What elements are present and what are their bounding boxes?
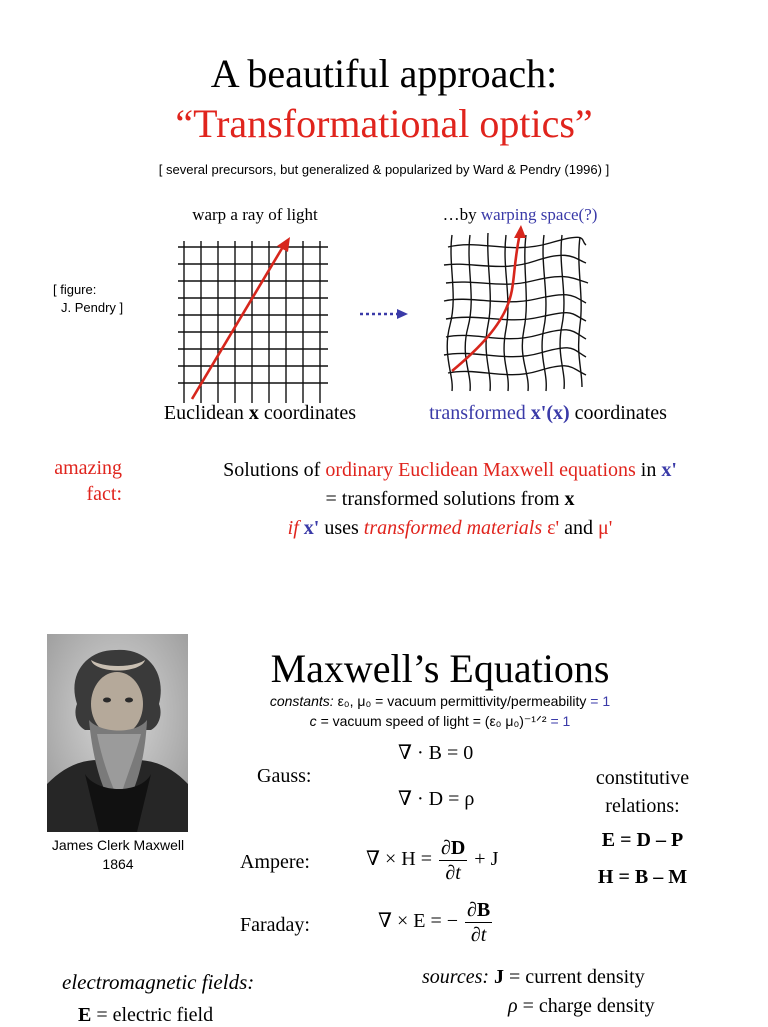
warped-grid-figure (440, 225, 590, 395)
light-ray-arrowhead (277, 237, 290, 252)
transformed-coordinates-label: transformed x'(x) coordinates (429, 402, 667, 424)
constitutive-relations-label: constitutive relations: (595, 767, 690, 817)
source-current: sources: J = current density (422, 966, 645, 988)
maxwell-title: Maxwell’s Equations (270, 646, 610, 691)
warped-ray-arrowhead (514, 225, 526, 238)
em-fields-heading: electromagnetic fields: (62, 970, 255, 994)
light-ray-line (192, 245, 284, 399)
gauss-label: Gauss: (257, 765, 312, 787)
euclidean-grid-figure (178, 233, 328, 403)
faraday-fraction: $\frac{\partial B}{\partial t}$ (467, 899, 491, 946)
transform-arrow (358, 306, 410, 322)
precursors-note: [ several precursors, but generalized & popularized by Ward & Pendry (1996) ] (158, 162, 610, 177)
ampere-fraction: $\frac{\partial D}{\partial t}$ (440, 837, 466, 884)
fact-line-3: if x' uses transformed materials ε' and μ' (287, 517, 613, 539)
euclidean-coordinates-label: Euclidean x coordinates (163, 402, 357, 424)
constitutive-eq-e: E = D – P (601, 829, 684, 851)
warping-space-caption: …by warping space(?) (442, 205, 598, 224)
fact-line-2: = transformed solutions from x (325, 488, 575, 510)
gauss-d-equation: ∇ · D = ρ (398, 788, 475, 810)
em-field-e: E = electric field (78, 1004, 214, 1026)
ampere-equation: ∇ × H = $\frac{\partial D}{\partial t}$ + J (366, 837, 499, 884)
fact-line-1: Solutions of ordinary Euclidean Maxwell equations in x' (223, 459, 677, 481)
portrait-caption: James Clerk Maxwell 1864 (51, 837, 185, 872)
slide-subtitle: “Transformational optics” (175, 101, 593, 146)
amazing-fact-label: amazing fact: (54, 457, 122, 505)
constants-line-1: constants: ε₀, μ₀ = vacuum permittivity/permeability = 1 (269, 693, 611, 709)
source-charge: ρ = charge density (508, 995, 655, 1017)
maxwell-portrait (47, 634, 188, 832)
ampere-label: Ampere: (240, 851, 310, 873)
faraday-equation: ∇ × E = − $\frac{\partial B}{\partial t}$ (378, 899, 491, 946)
constitutive-eq-h: H = B – M (597, 866, 688, 888)
warp-ray-caption: warp a ray of light (192, 205, 318, 224)
constants-line-2: c = vacuum speed of light = (ε₀ μ₀)⁻¹ᐟ² = 1 (309, 713, 571, 729)
figure-credit: [ figure: J. Pendry ] (53, 282, 124, 315)
gauss-b-equation: ∇ · B = 0 (398, 742, 474, 764)
slide-title: A beautiful approach: (210, 51, 558, 96)
faraday-label: Faraday: (240, 914, 310, 936)
